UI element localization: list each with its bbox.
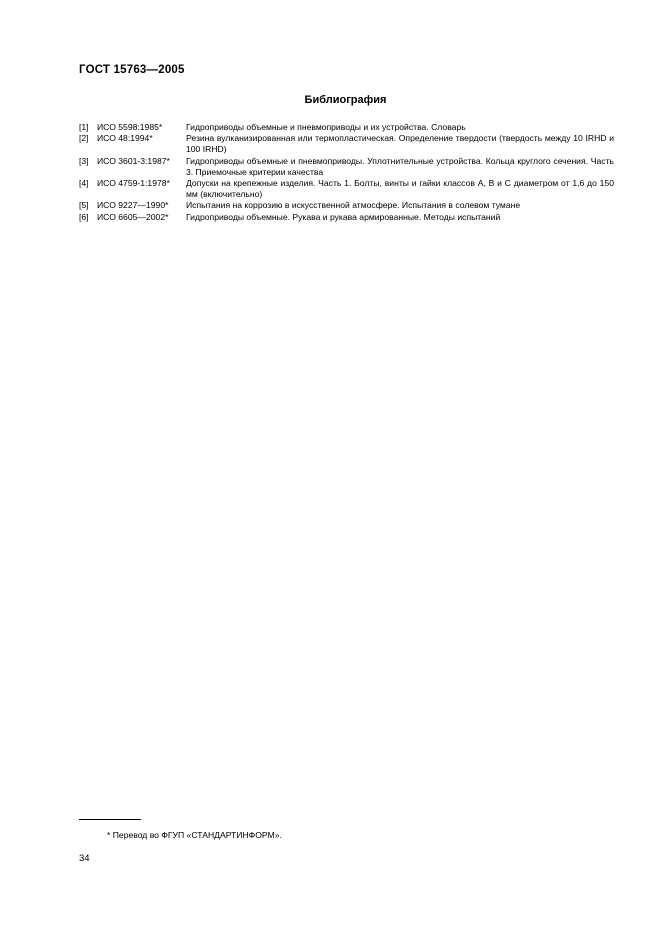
entry-number: [5] — [79, 200, 89, 211]
entry-number: [1] — [79, 122, 89, 132]
entry-reference: ИСО 9227—1990* — [97, 200, 169, 211]
bibliography-entry — [79, 212, 614, 223]
entry-reference: ИСО 3601-3:1987* — [97, 155, 170, 166]
entry-reference: ИСО 48:1994* — [97, 133, 153, 144]
entry-description: Гидроприводы объемные и пневмоприводы. Уплотнительные устройства. Кольца круглого сечения. Часть 3. Приемочные критерии качества — [186, 155, 614, 177]
document-header: ГОСТ 15763—2005 — [79, 64, 185, 76]
entry-description: Резина вулканизированная или термопластическая. Определение твердости (твердость между 10 IRHD и 100 IRHD) — [186, 133, 614, 155]
bibliography-list — [79, 122, 614, 223]
entry-reference: ИСО 5598:1985* — [97, 122, 163, 132]
entry-number: [3] — [79, 155, 89, 166]
bibliography-entry — [79, 200, 614, 211]
entry-description: Гидроприводы объемные и пневмоприводы и их устройства. Словарь — [186, 122, 466, 132]
entry-number: [4] — [79, 178, 89, 189]
footnote-divider — [79, 819, 141, 820]
bibliography-entry — [79, 133, 614, 155]
bibliography-title: Библиография — [304, 94, 387, 106]
entry-description: Допуски на крепежные изделия. Часть 1. Болты, винты и гайки классов А, В и С диаметром от 1,6 до 150 мм (включительно) — [186, 178, 614, 200]
footnote: * Перевод во ФГУП «СТАНДАРТИНФОРМ». — [107, 830, 282, 840]
entry-description: Гидроприводы объемные. Рукава и рукава армированные. Методы испытаний — [186, 211, 501, 222]
bibliography-entry — [79, 156, 614, 178]
bibliography-entry — [79, 178, 614, 200]
entry-number: [6] — [79, 211, 89, 222]
entry-reference: ИСО 6605—2002* — [97, 211, 169, 222]
entry-number: [2] — [79, 133, 89, 144]
page-number: 34 — [79, 853, 90, 864]
bibliography-entry — [79, 122, 614, 133]
entry-description: Испытания на коррозию в искусственной атмосфере. Испытания в солевом тумане — [186, 200, 521, 211]
entry-reference: ИСО 4759-1:1978* — [97, 178, 170, 189]
